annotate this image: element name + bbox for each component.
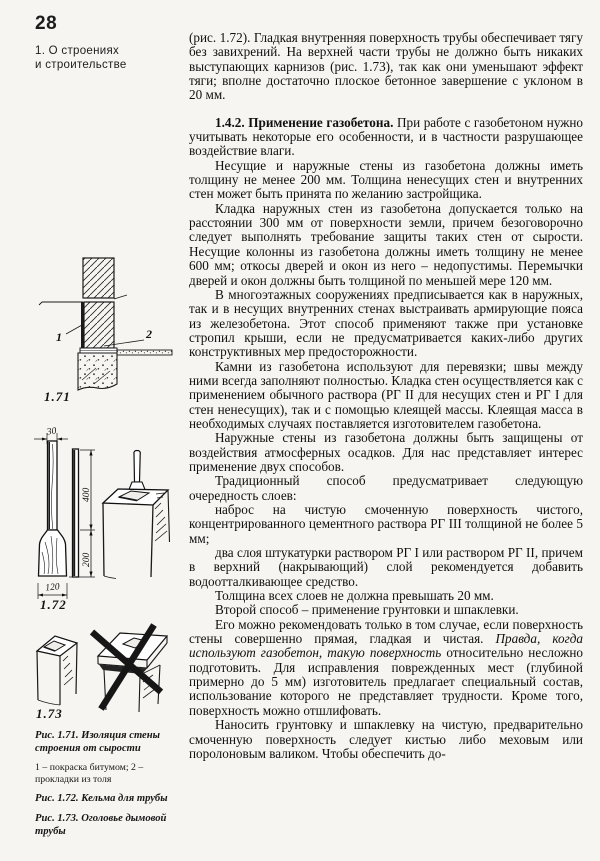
- ground-line-end: [39, 302, 42, 305]
- callout-2: 2: [146, 327, 152, 341]
- figure-1-72-label: 1.72: [40, 597, 67, 612]
- paragraph: Камни из газобетона используют для перевязки; швы между ними всегда заполняют полностью. Кладка стен осуществляется как с применением обычного раствора (РГ II для несущих стен и РГ I для стен ненесущих), так и с помощью клеящей массы. Клеящая масса в необходимых случаях поставляется изготовителем газобетона.: [189, 358, 583, 431]
- figure-captions: [35, 730, 179, 845]
- paragraph: 1.4.2. Применение газобетона. При работе с газобетоном нужно учитывать некоторые его особенности, и в частности разрушающее воздействие влаги.: [189, 114, 584, 159]
- page-number: 28: [35, 13, 58, 34]
- paragraph: Несущие и наружные стены из газобетона должны иметь толщину не менее 200 мм. Толщина ненесущих стен и внутренних стен может быть принята по желанию застройщика.: [189, 157, 583, 202]
- figure-1-73-drawing: [22, 620, 182, 712]
- paragraph: Традиционный способ предусматривает следующую очередность слоев:: [189, 473, 583, 503]
- figure-caption: 1 – покраска битумом; 2 – прокладки из толя: [35, 762, 144, 785]
- flue-block-3d-view: [103, 451, 170, 579]
- dim-120-label: 120: [44, 582, 61, 594]
- running-head-line-1: 1. О строениях: [35, 45, 120, 57]
- running-head-line-2: и строительстве: [35, 59, 127, 71]
- body-text: [189, 31, 583, 761]
- figure-1-71-label: 1.71: [44, 389, 71, 404]
- figure-1-73-label: 1.73: [36, 706, 63, 721]
- trowel-side-view: [73, 449, 79, 577]
- figure-1-71-drawing: [20, 246, 190, 396]
- wall-upper-section: [83, 258, 114, 298]
- paragraph: В многоэтажных сооружениях предписывается как в наружных, так и в несущих внутренних стенах выстраивать армирующие пояса из железобетона. Этот способ применяют также при установке стропил крыши, если не предусматривается каких-либо других конструктивных мер предосторожности.: [189, 286, 583, 360]
- paragraph: (рис. 1.72). Гладкая внутренняя поверхность трубы обеспечивает тягу без завихрений. На верхней части трубы не должно быть никаких выступающих карнизов (рис. 1.73), так как они уменьшают эффект тяги; вполне достаточно плоское бетонное завершение с уклоном в 20 мм.: [189, 30, 583, 103]
- dim-400-label: 400: [82, 487, 92, 502]
- paragraph: наброс на чистую смоченную поверхность чистого, концентрированного цементного раствора РГ III толщиной не более 5 мм;: [189, 502, 583, 546]
- break-mark: [114, 295, 127, 299]
- figure-caption: Рис. 1.73. Оголовье дымовой трубы: [35, 812, 167, 837]
- tar-paper-layer: [80, 348, 117, 353]
- callout-1: 1: [56, 330, 62, 344]
- figure-caption: Рис. 1.72. Кельма для трубы: [35, 793, 168, 805]
- horizontal-damp-strip: [117, 350, 172, 355]
- figure-caption: Рис. 1.71. Изоляция стены строения от сырости: [35, 730, 160, 754]
- paragraph: Второй способ – применение грунтовки и шпаклевки.: [215, 602, 519, 618]
- paragraph: два слоя штукатурки раствором РГ I или раствором РГ II, причем в верхний (накрывающий) слой рекомендуется добавить водоотталкивающее средство.: [189, 545, 583, 589]
- callout-1-leader: [66, 325, 82, 334]
- running-head: [35, 44, 185, 72]
- wall-lower-section: [84, 302, 114, 348]
- paragraph: Его можно рекомендовать только в том случае, если поверхность стены совершенно прямая, гладкая и чистая. Правда, когда используют газобетон, такую поверхность относительно несложно подготовить. Для исправления поврежденных мест (глубиной примерно до 5 мм) изготовитель предлагает специальный состав, использование которого не представляет трудности. Кроме того, поверхность можно отшлифовать.: [189, 616, 583, 718]
- dim-30-label: 30: [46, 426, 58, 438]
- paragraph: Кладка наружных стен из газобетона допускается только на расстоянии 300 мм от поверхности земли, причем безоговорочно следует выполнять требование защиты таких стен от сырости. Несущие колонны из газобетона должны иметь толщину не менее 600 мм; откосы дверей и окон из него – недопустимы. Перемычки дверей и окон должны быть толщиной по меньшей мере 120 мм.: [189, 200, 583, 288]
- dim-200-label: 200: [82, 552, 92, 567]
- paragraph: Толщина всех слоев не должна превышать 20 мм.: [215, 588, 494, 604]
- chimney-correct: [37, 636, 77, 705]
- paragraph: Наносить грунтовку и шпаклевку на чистую, предварительно смоченную поверхность следует кистью либо меховым или поролоновым валиком. Чтобы обеспечить до-: [189, 717, 583, 761]
- trowel-front-view: [39, 441, 67, 576]
- paragraph: Наружные стены из газобетона должны быть защищены от воздействия атмосферных осадков. Для нас представляет интерес применение двух способов.: [189, 430, 583, 474]
- foundation-block: [78, 353, 117, 390]
- figure-1-72-drawing: [20, 424, 190, 600]
